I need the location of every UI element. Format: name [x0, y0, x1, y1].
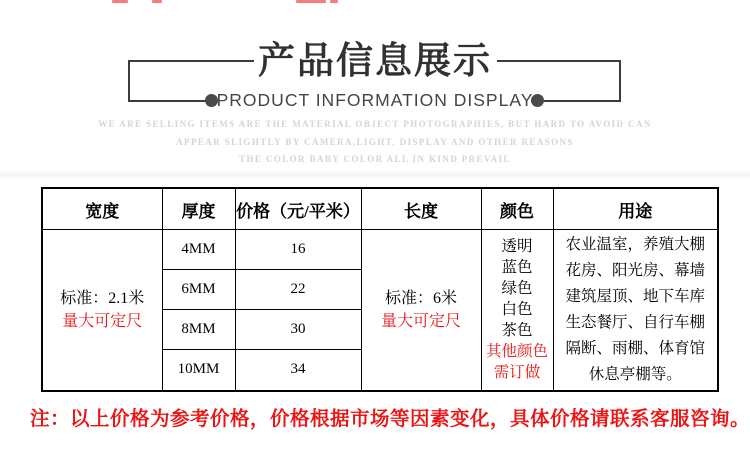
thickness-cell: 6MM: [162, 270, 235, 310]
disclaimer-line-3: THE COLOR BABY COLOR ALL IN KIND PREVAIL: [239, 154, 511, 164]
page-subtitle: PRODUCT INFORMATION DISPLAY: [216, 90, 534, 110]
col-header-price: 价格（元/平米）: [235, 188, 361, 230]
color-option: 透明: [501, 238, 533, 256]
thickness-cell: 10MM: [162, 350, 235, 391]
section-divider: [0, 170, 750, 179]
color-note-line-2: 需订做: [493, 364, 541, 382]
price-cell: 16: [235, 230, 361, 270]
page-title: 产品信息展示: [258, 40, 492, 81]
color-note-line-1: 其他颜色: [485, 343, 548, 361]
color-option: 茶色: [501, 322, 533, 340]
disclaimer-text: [0, 116, 750, 169]
usage-cell: 农业温室，养殖大棚花房、阳光房、幕墙建筑屋顶、地下车库生态餐厅、自行车棚隔断、雨棚、体育馆休息亭棚等。: [553, 230, 718, 391]
spec-table: [41, 187, 719, 392]
col-header-usage: 用途: [553, 188, 718, 230]
length-note: 量大可定尺: [380, 312, 461, 330]
col-header-thickness: 厚度: [162, 188, 235, 230]
color-option: 蓝色: [501, 259, 533, 277]
color-option: 绿色: [501, 280, 533, 298]
disclaimer-line-1: WE ARE SELLING ITEMS ARE THE MATERIAL OBJECT PHOTOGRAPHIES, BUT HARD TO AVOID CAN: [98, 119, 652, 129]
price-cell: 22: [235, 270, 361, 310]
color-cell: [481, 230, 553, 391]
width-cell: [42, 230, 162, 391]
color-option: 白色: [501, 301, 533, 319]
price-disclaimer-note: 注：以上价格为参考价格，价格根据市场等因素变化，具体价格请联系客服咨询。: [30, 408, 750, 430]
table-row: [42, 230, 718, 270]
width-note: 量大可定尺: [62, 312, 143, 330]
thickness-cell: 4MM: [162, 230, 235, 270]
price-cell: 34: [235, 350, 361, 391]
thickness-cell: 8MM: [162, 310, 235, 350]
col-header-length: 长度: [361, 188, 481, 230]
price-cell: 30: [235, 310, 361, 350]
table-header-row: [42, 188, 718, 230]
col-header-color: 颜色: [481, 188, 553, 230]
length-cell: [361, 230, 481, 391]
col-header-width: 宽度: [42, 188, 162, 230]
disclaimer-line-2: APPEAR SLIGHTLY BY CAMERA,LIGHT, DISPLAY AND OTHER REASONS: [176, 136, 574, 147]
length-standard: 标准：6米: [384, 289, 457, 307]
width-standard: 标准：2.1米: [60, 289, 145, 307]
